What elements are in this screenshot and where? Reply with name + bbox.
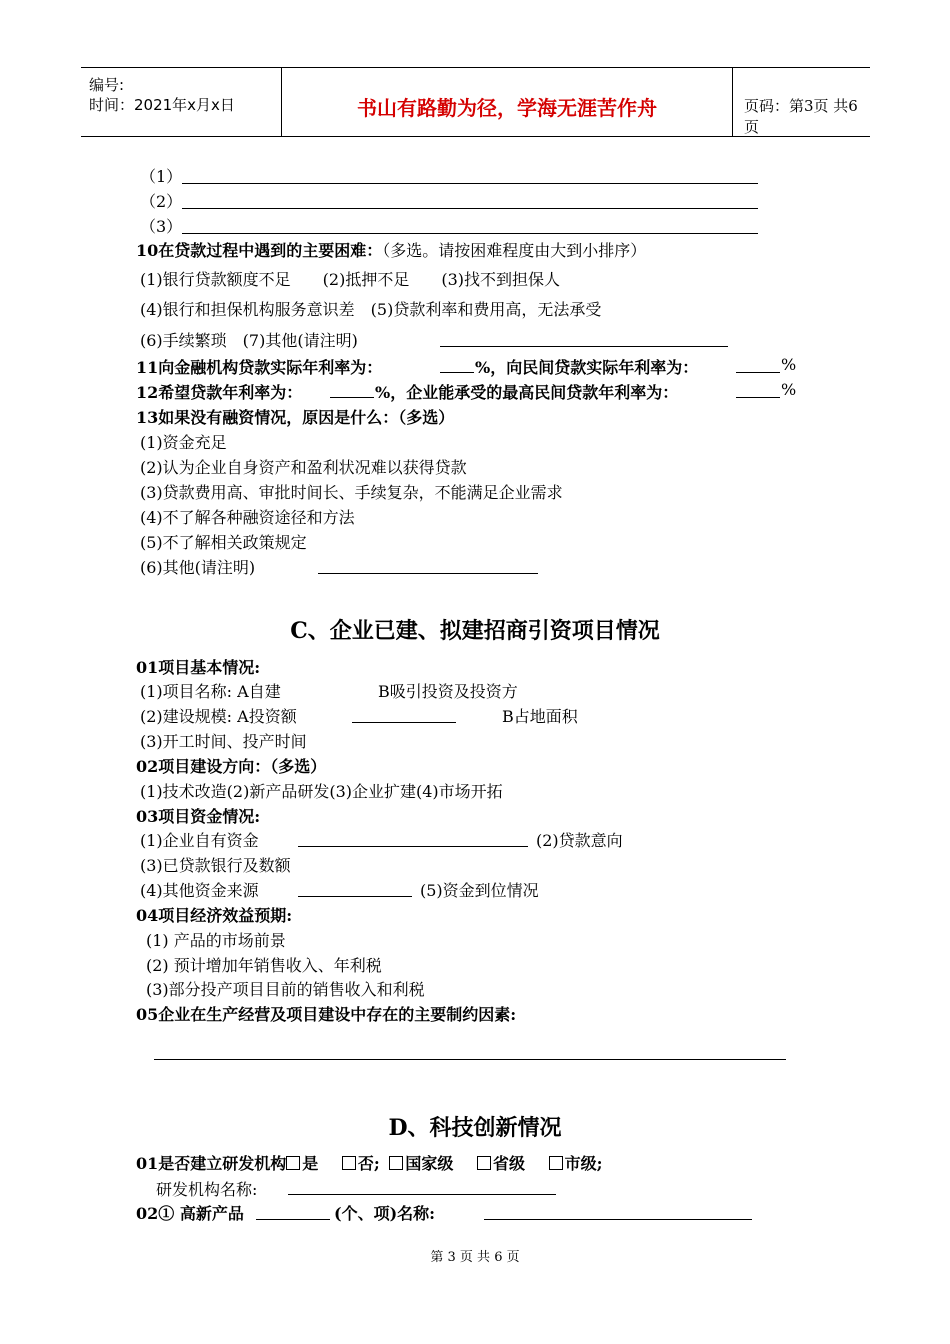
- q13-option: (4)不了解各种融资途径和方法: [140, 508, 355, 527]
- fill-blank-line[interactable]: [256, 1219, 330, 1220]
- d-q01-name-label: 研发机构名称:: [156, 1180, 258, 1199]
- fill-blank-line[interactable]: [318, 573, 538, 574]
- fill-blank-line[interactable]: [736, 397, 780, 398]
- question-10-title: 10在贷款过程中遇到的主要困难：: [136, 241, 383, 260]
- checkbox-no[interactable]: [342, 1156, 356, 1170]
- question-11-a: 11向金融机构贷款实际年利率为：: [136, 358, 383, 377]
- fill-blank-line[interactable]: [440, 372, 474, 373]
- c-q05-title: 05企业在生产经营及项目建设中存在的主要制约因素:: [136, 1005, 517, 1024]
- c-q04-item: (3)部分投产项目目前的销售收入和利税: [146, 980, 425, 999]
- c-q01-item: B占地面积: [502, 707, 578, 726]
- c-q04-item: (1) 产品的市场前景: [146, 931, 286, 950]
- fill-blank-line[interactable]: [154, 1059, 786, 1060]
- option-provincial-label: 省级: [492, 1154, 525, 1173]
- c-q03-item: (3)已贷款银行及数额: [140, 856, 291, 875]
- fill-blank-line[interactable]: [182, 233, 758, 234]
- c-q03-title: 03项目资金情况:: [136, 807, 261, 826]
- fill-blank-line[interactable]: [440, 346, 728, 347]
- blank-item-label: （3）: [140, 217, 183, 236]
- q13-option: (2)认为企业自身资产和盈利状况难以获得贷款: [140, 458, 467, 477]
- section-c-title: C、企业已建、拟建招商引资项目情况: [290, 618, 660, 644]
- page-indicator: 页码：第3页 共6页: [744, 97, 858, 136]
- c-q03-item: (1)企业自有资金: [140, 831, 259, 850]
- question-10-note: （多选。请按困难程度由大到小排序）: [382, 241, 647, 260]
- question-12-b: %，企业能承受的最高民间贷款年利率为：: [375, 383, 679, 402]
- checkbox-provincial[interactable]: [477, 1156, 491, 1170]
- q10-options-row: (1)银行贷款额度不足 (2)抵押不足 (3)找不到担保人: [140, 270, 560, 289]
- section-d-title: D、科技创新情况: [388, 1115, 562, 1141]
- q13-option: (1)资金充足: [140, 433, 227, 452]
- question-13-title: 13如果没有融资情况，原因是什么：（多选）: [136, 408, 455, 427]
- blank-item-label: （2）: [140, 192, 183, 211]
- d-q01-label: 01是否建立研发机构: [136, 1154, 287, 1173]
- fill-blank-line[interactable]: [298, 896, 412, 897]
- header-left-cell: [81, 68, 281, 136]
- question-12-c: %: [781, 380, 797, 399]
- page-footer: 第 3 页 共 6 页: [430, 1250, 520, 1265]
- fill-blank-line[interactable]: [288, 1194, 556, 1195]
- page-header: [81, 67, 870, 137]
- question-11-c: %: [781, 355, 797, 374]
- header-right-cell: [732, 68, 870, 136]
- q13-option: (3)贷款费用高、审批时间长、手续复杂，不能满足企业需求: [140, 483, 563, 502]
- c-q03-item: (5)资金到位情况: [420, 881, 539, 900]
- q13-option: (6)其他(请注明): [140, 558, 256, 577]
- header-motto-cell: [281, 68, 733, 136]
- q13-option: (5)不了解相关政策规定: [140, 533, 307, 552]
- d-q01-row: [136, 1151, 602, 1174]
- date-label: 时间：2021年x月x日: [89, 96, 235, 114]
- c-q01-item: (2)建设规模: A投资额: [140, 707, 297, 726]
- fill-blank-line[interactable]: [298, 846, 528, 847]
- c-q01-item: B吸引投资及投资方: [378, 682, 518, 701]
- d-q02-label: 02① 高新产品: [136, 1204, 244, 1223]
- c-q01-item: (3)开工时间、投产时间: [140, 732, 307, 751]
- question-11-b: %，向民间贷款实际年利率为：: [475, 358, 699, 377]
- fill-blank-line[interactable]: [736, 372, 780, 373]
- c-q04-title: 04项目经济效益预期:: [136, 906, 293, 925]
- fill-blank-line[interactable]: [330, 397, 374, 398]
- checkbox-yes[interactable]: [286, 1156, 300, 1170]
- fill-blank-line[interactable]: [182, 183, 758, 184]
- number-label: 编号:: [89, 76, 125, 94]
- fill-blank-line[interactable]: [182, 208, 758, 209]
- option-yes-label: 是: [302, 1154, 319, 1173]
- d-q02-suffix: (个、项)名称:: [334, 1204, 436, 1223]
- c-q01-item: (1)项目名称: A自建: [140, 682, 281, 701]
- blank-item-label: （1）: [140, 167, 183, 186]
- c-q03-item: (4)其他资金来源: [140, 881, 259, 900]
- option-municipal-label: 市级;: [564, 1154, 603, 1173]
- question-10: [136, 238, 646, 261]
- q10-options-row: (4)银行和担保机构服务意识差 (5)贷款利率和费用高，无法承受: [140, 300, 602, 319]
- c-q02-title: 02项目建设方向：（多选）: [136, 757, 327, 776]
- checkbox-municipal[interactable]: [549, 1156, 563, 1170]
- option-national-label: 国家级: [405, 1154, 454, 1173]
- checkbox-national[interactable]: [389, 1156, 403, 1170]
- c-q02-item: (1)技术改造(2)新产品研发(3)企业扩建(4)市场开拓: [140, 782, 503, 801]
- c-q03-item: (2)贷款意向: [536, 831, 623, 850]
- c-q04-item: (2) 预计增加年销售收入、年利税: [146, 956, 382, 975]
- motto: 书山有路勤为径，学海无涯苦作舟: [357, 96, 657, 120]
- option-no-label: 否;: [357, 1154, 380, 1173]
- c-q01-title: 01项目基本情况:: [136, 658, 261, 677]
- fill-blank-line[interactable]: [352, 722, 456, 723]
- question-12-a: 12希望贷款年利率为：: [136, 383, 303, 402]
- q10-options-row: (6)手续繁琐 (7)其他(请注明): [140, 331, 358, 350]
- fill-blank-line[interactable]: [484, 1219, 752, 1220]
